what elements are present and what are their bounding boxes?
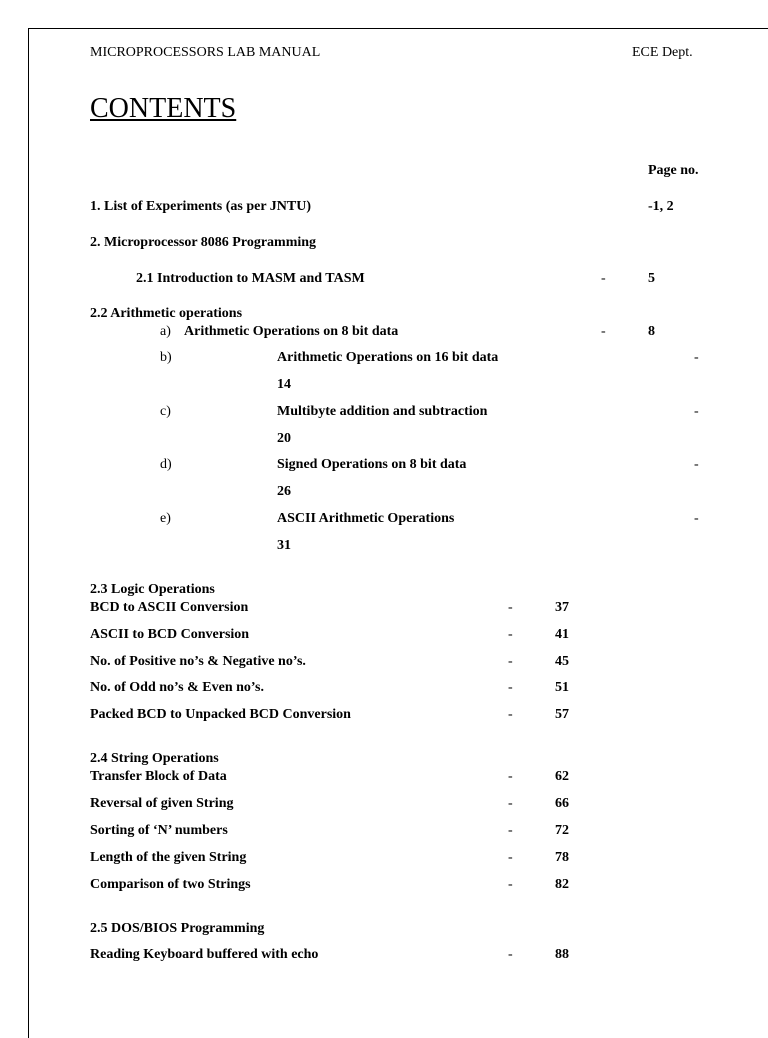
- toc-item-label: Sorting of ‘N’ numbers: [90, 823, 228, 838]
- toc-item-label: Multibyte addition and subtraction: [277, 404, 488, 419]
- toc-item-dash: -: [601, 324, 606, 339]
- toc-item-page: 82: [555, 877, 569, 892]
- toc-item-dash: -: [508, 823, 513, 838]
- page-title: CONTENTS: [90, 93, 237, 124]
- toc-item-label: ASCII Arithmetic Operations: [277, 511, 455, 526]
- toc-item-label: Transfer Block of Data: [90, 769, 227, 784]
- toc-item-label: Length of the given String: [90, 850, 247, 865]
- toc-item-page: 57: [555, 707, 569, 722]
- toc-item-label: Arithmetic Operations on 16 bit data: [277, 350, 499, 365]
- toc-item-page: 66: [555, 796, 569, 811]
- toc-item-label: Comparison of two Strings: [90, 877, 251, 892]
- toc-item-label: Packed BCD to Unpacked BCD Conversion: [90, 707, 351, 722]
- toc-item-dash: -: [694, 511, 699, 526]
- toc-item-dash: -: [508, 850, 513, 865]
- toc-item-dash: -: [508, 600, 513, 615]
- toc-item-dash: -: [508, 654, 513, 669]
- toc-item-dash: -: [508, 680, 513, 695]
- toc-item-page: 14: [277, 377, 291, 392]
- toc-item-letter: d): [160, 457, 172, 472]
- toc-item-label: Signed Operations on 8 bit data: [277, 457, 467, 472]
- toc-item-dash: -: [694, 457, 699, 472]
- toc-item-letter: b): [160, 350, 172, 365]
- toc-section-2-5-label: 2.5 DOS/BIOS Programming: [90, 921, 265, 936]
- toc-section-1-label: 1. List of Experiments (as per JNTU): [90, 199, 312, 214]
- toc-item-label: No. of Odd no’s & Even no’s.: [90, 680, 264, 695]
- toc-item-letter: e): [160, 511, 171, 526]
- toc-item-dash: -: [508, 796, 513, 811]
- toc-section-2-2-label: 2.2 Arithmetic operations: [90, 306, 243, 321]
- toc-section-2-1-page: 5: [648, 271, 655, 286]
- toc-item-dash: -: [508, 877, 513, 892]
- toc-item-page: 78: [555, 850, 569, 865]
- toc-item-dash: -: [508, 947, 513, 962]
- toc-item-dash: -: [508, 769, 513, 784]
- toc-item-page: 41: [555, 627, 569, 642]
- toc-item-page: 31: [277, 538, 291, 553]
- toc-item-page: 37: [555, 600, 569, 615]
- toc-item-page: 88: [555, 947, 569, 962]
- toc-item-dash: -: [694, 350, 699, 365]
- toc-item-letter: a): [160, 324, 171, 339]
- toc-section-2-1-dash: -: [601, 271, 606, 286]
- toc-item-page: 20: [277, 431, 291, 446]
- toc-item-page: 26: [277, 484, 291, 499]
- toc-item-label: Reading Keyboard buffered with echo: [90, 947, 319, 962]
- toc-section-2-label: 2. Microprocessor 8086 Programming: [90, 235, 317, 250]
- toc-item-page: 8: [648, 324, 655, 339]
- toc-item-page: 72: [555, 823, 569, 838]
- toc-item-dash: -: [694, 404, 699, 419]
- toc-item-label: ASCII to BCD Conversion: [90, 627, 250, 642]
- toc-section-2-3-label: 2.3 Logic Operations: [90, 582, 215, 597]
- toc-item-letter: c): [160, 404, 171, 419]
- toc-section-2-4-label: 2.4 String Operations: [90, 751, 219, 766]
- toc-item-page: 62: [555, 769, 569, 784]
- toc-item-label: Arithmetic Operations on 8 bit data: [184, 324, 399, 339]
- toc-item-label: Reversal of given String: [90, 796, 234, 811]
- header-right: ECE Dept.: [632, 45, 693, 60]
- toc-item-page: 45: [555, 654, 569, 669]
- toc-item-label: BCD to ASCII Conversion: [90, 600, 249, 615]
- page-no-label: Page no.: [648, 163, 699, 178]
- toc-section-1-page: -1, 2: [648, 199, 674, 214]
- toc-item-dash: -: [508, 707, 513, 722]
- toc-section-2-1-label: 2.1 Introduction to MASM and TASM: [136, 271, 365, 286]
- toc-item-label: No. of Positive no’s & Negative no’s.: [90, 654, 306, 669]
- toc-item-dash: -: [508, 627, 513, 642]
- header-left: MICROPROCESSORS LAB MANUAL: [90, 45, 321, 60]
- toc-item-page: 51: [555, 680, 569, 695]
